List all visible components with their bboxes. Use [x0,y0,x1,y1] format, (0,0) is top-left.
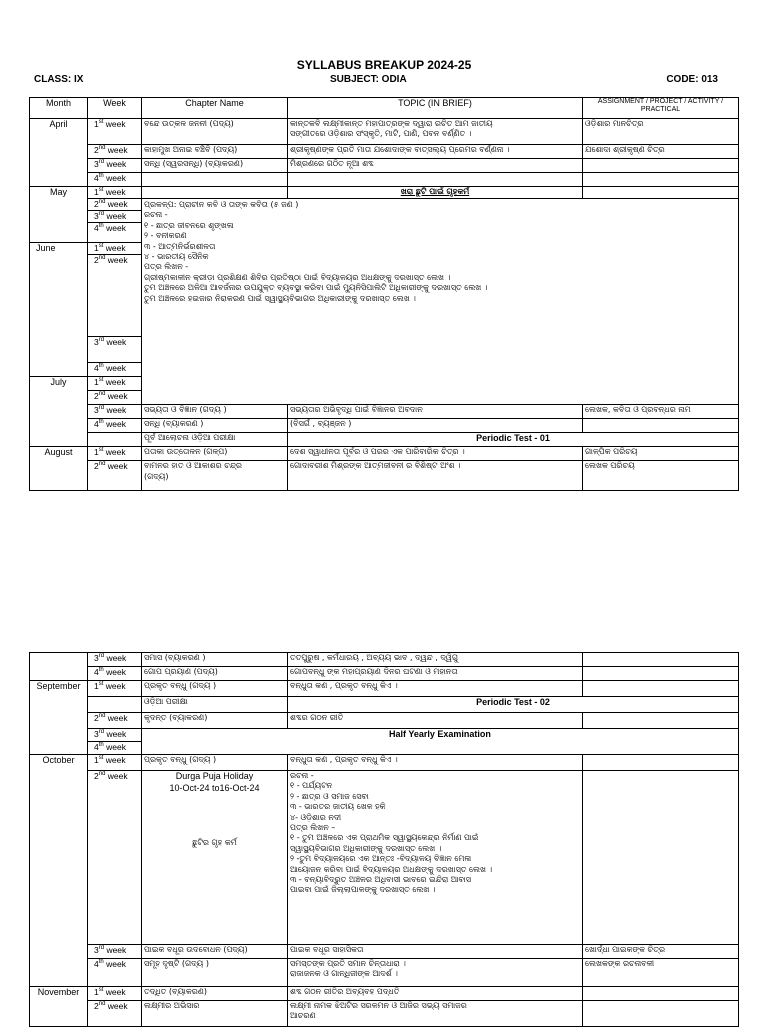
table-header-row [30,98,739,119]
assignment-cell: ଯଶୋଦା ଶ୍ରୀକୃଷ୍ଣ ଚିତ୍ର [583,145,739,159]
half-yearly-exam-label: Half Yearly Examination [142,729,739,755]
column-header-chapter: Chapter Name [142,98,288,119]
topic-cell [288,173,583,187]
week-cell: 4th week [88,419,142,433]
holiday-cell: Durga Puja Holiday 10-Oct-24 to16-Oct-24 ଛୁଟିର ଗୃହ କର୍ମ [142,771,288,945]
table-row [30,697,739,713]
month-cell: November [30,987,88,1027]
class-label: CLASS: IX [34,74,84,85]
chapter-cell: ପାଇକ ବଧୂର ଉଦବୋଧନ (ପଦ୍ୟ) [142,945,288,959]
assignment-cell [583,771,739,945]
table-row [30,755,739,771]
table-row [30,461,739,491]
week-cell: 4th week [88,667,142,681]
chapter-cell: ଗୋପ ପ୍ରୟାଣ (ପଦ୍ୟ) [142,667,288,681]
column-header-topic: TOPIC (IN BRIEF) [288,98,583,119]
table-row [30,713,739,729]
assignment-cell: ଲେଖକଙ୍କ ରଚନାବଳୀ [583,959,739,987]
chapter-cell: ସମାସ (ବ୍ୟାକରଣ ) [142,653,288,667]
week-cell: 2nd week [88,145,142,159]
chapter-cell: ସଭ୍ୟତା ଓ ବିଜ୍ଞାନ (ଗଦ୍ୟ ) [142,405,288,419]
assignment-cell: ଲେଖକ, କବିତା ଓ ପ୍ରବନ୍ଧର ନାମ [583,405,739,419]
week-cell: 3rd week [88,211,142,223]
topic-cell: ମିଶ୍ରଣରେ ଗଠିତ ନୂଆ ଶବ୍ଦ [288,159,583,173]
column-header-month: Month [30,98,88,119]
assignment-cell [583,681,739,697]
document-meta [34,74,718,88]
assignment-cell [583,713,739,729]
table-row [30,447,739,461]
week-cell: 2nd week [88,461,142,491]
week-cell: 3rd week [88,405,142,419]
periodic-test-label: Periodic Test - 02 [288,697,739,713]
week-cell: 4th week [88,363,142,377]
subject-label: SUBJECT: ODIA [330,74,407,85]
week-cell: 3rd week [88,337,142,363]
week-cell: 3rd week [88,653,142,667]
chapter-cell [142,187,288,199]
topic-cell: ବନ୍ଧୁତା କଣ , ପ୍ରକୃତ ବନ୍ଧୁ କିଏ । [288,681,583,697]
assignment-cell [583,1001,739,1027]
topic-cell: ସଭ୍ୟତାର ଅଭିବୃଦ୍ଧି ପାଇଁ ବିଜ୍ଞାନର ଅବଦାନ [288,405,583,419]
topic-cell: ଲକ୍ଷ୍ମୀ ନାମକ ଝିଅଟିର ସରଳମନ ଓ ଆଜିର ସଭ୍ୟ ସମାଜର ଆଚରଣ [288,1001,583,1027]
week-cell: 4th week [88,742,142,755]
table-row [30,653,739,667]
table-row [30,173,739,187]
week-cell: 1st week [88,119,142,145]
week-cell: 2nd week [88,713,142,729]
periodic-test-label: Periodic Test - 01 [288,433,739,447]
assignment-cell [583,419,739,433]
week-cell: 1st week [88,755,142,771]
column-header-assignment: ASSIGNMENT / PROJECT / ACTIVITY / PRACTICAL [583,98,739,119]
table-row [30,681,739,697]
chapter-cell: ପ୍ରକୃତ ବନ୍ଧୁ (ଗଦ୍ୟ ) [142,681,288,697]
table-row [30,945,739,959]
holiday-homework-cell: ରଚନା - ୧ - ପର୍ଯ୍ୟଟନ ୨ - ଛାତ୍ର ଓ ସମାଜ ସେବା ୩ - ଭାରତର ଜାତୀୟ ଖେଳ ହକି ୪- ଓଡ଼ିଶାର ନଦୀ ପତ୍ର ଲିଖନ – ୧ - ତୁମ ଅଞ୍ଚଳରେ ଏକ ପ୍ରାଥମିକ ସ୍ୱାସ୍ଥ୍ୟକେନ୍ଦ୍ର ନିର୍ମାଣ ପାଇଁ ସ୍ୱାସ୍ଥ୍ୟବିଭାଗର ଅଧିକାରୀଙ୍କୁ ଦରଖାସ୍ତ ଲେଖ । ୨ -ତୁମ ବିଦ୍ୟାଳୟରେ ଏକ ଆନ୍ତଃ -ବିଦ୍ୟାଳୟ ବିଜ୍ଞାନ ମେଳା ଆୟୋଜନ କରିବା ପାଇଁ ବିଦ୍ୟାଳୟର ଅଧକ୍ଷଙ୍କୁ ଦରଖାସ୍ତ ଲେଖ । ୩ - ବନ୍ୟାବିଦ୍ରୁତ ଅଞ୍ଚଳର ଅଧିବାସୀ ଭାବରେ ଇନ୍ଦିରା ଆବାସ ପାଇବା ପାଇଁ ଜିଲ୍ଲାପାଳଙ୍କୁ ଦରଖାସ୍ତ ଲେଖ । [288,771,583,945]
topic-cell: ବନ୍ଧୁତା କଣ , ପ୍ରକୃତ ବନ୍ଧୁ କିଏ । [288,755,583,771]
topic-cell: ଗୋଦାବରୀଶ ମିଶ୍ରଙ୍କ ଆତ୍ମଜୀବନୀ ର ବିଶିଷ୍ଟ ଅଂଶ । [288,461,583,491]
month-cell: April [30,119,88,187]
week-cell: 1st week [88,447,142,461]
column-header-week: Week [88,98,142,119]
week-cell: 2nd week [88,391,142,405]
week-cell: 1st week [88,681,142,697]
summer-homework-cell: ପ୍ରକଳ୍ପ: ପ୍ରାଚୀନ କବି ଓ ତାଙ୍କ କବିତା (୫ ଜଣ ) ରଚନା - ୧ - ଛାତ୍ର ଜୀବନରେ ଶୃଙ୍ଖଳା ୨ - ବନୀକରଣ ୩ - ଆତ୍ମନିର୍ଭରଶୀଳତା ୪ - ଭାରତୀୟ ସୈନିକ ପତ୍ର ଲିଖନ - ଗ୍ରୀଷ୍ମକାଳୀନ କ୍ରୀଡ଼ା ପ୍ରଶିକ୍ଷଣ ଶିବିର ପ୍ରତିଷ୍ଠା ପାଇଁ ବିଦ୍ୟାଳୟର ଅଧକ୍ଷଙ୍କୁ ଦରଖାସ୍ତ ଲେଖ । ତୁମ ଅଞ୍ଚଳରେ ଅଳିଆ ଆବର୍ଜନାର ଉପଯୁକ୍ତ ବ୍ୟବସ୍ଥା କରିବା ପାଇଁ ମ୍ୟୁନିସିପାଲିଟି ଅଧିକାରୀଙ୍କୁ ଦରଖାସ୍ତ ଲେଖ । ତୁମ ଅଞ୍ଚଳରେ ହଇଜାର ନିରାକରଣ ପାଇଁ ସ୍ୱାସ୍ଥ୍ୟବିଭାଗର ଅଧିକାରୀଙ୍କୁ ଦରଖାସ୍ତ ଲେଖ । [142,199,739,405]
table-row [30,419,739,433]
summer-vacation-heading: ଖରା ଛୁଟି ପାଇଁ ଗୃହକର୍ମ [288,187,583,199]
topic-cell: ସମସ୍ତଙ୍କ ପ୍ରତି ସମାନ ଚିନ୍ତାଧାରା । ରାଜାଜନକ ଓ ଗାନ୍ଧିଜୀଙ୍କ ଆଦର୍ଶ । [288,959,583,987]
month-cell: May [30,187,88,243]
chapter-cell: ତଦ୍ଧିତ (ବ୍ୟାକରଣ) [142,987,288,1001]
document-title: SYLLABUS BREAKUP 2024-25 [296,58,472,72]
code-label: CODE: 013 [666,74,718,85]
topic-cell: ଶବ୍ଦର ଗଠନ ରୀତି [288,713,583,729]
chapter-cell [142,173,288,187]
table-row [30,159,739,173]
revision-exam-cell: ଓଡ଼ିଆ ପରୀକ୍ଷା [142,697,288,713]
table-row [30,667,739,681]
chapter-cell: ସମୂହ ଦୃଷ୍ଟି (ଗଦ୍ୟ ) [142,959,288,987]
assignment-cell: ଖୋର୍ଦ୍ଧା ପାଇକଙ୍କ ଚିତ୍ର [583,945,739,959]
week-cell: 1st week [88,987,142,1001]
week-cell: 2nd week [88,1001,142,1027]
table-row [30,959,739,987]
chapter-cell: ବନ୍ଦେ ଉତ୍କଳ ଜନନୀ (ପଦ୍ୟ) [142,119,288,145]
week-cell: 4th week [88,173,142,187]
table-row [30,405,739,419]
month-cell: October [30,755,88,987]
topic-cell: ପାଇକ ବଧୂର ସାହାସିକତା [288,945,583,959]
month-cell: July [30,377,88,447]
assignment-cell [583,755,739,771]
week-cell: 1st week [88,187,142,199]
week-cell: 3rd week [88,729,142,742]
week-cell: 2nd week [88,199,142,211]
syllabus-table-2 [29,652,739,1027]
chapter-cell: ବାମନର ହାତ ଓ ଆକାଶର ଚନ୍ଦ୍ର (ଗଦ୍ୟ) [142,461,288,491]
assignment-cell [583,187,739,199]
table-row [30,187,739,199]
chapter-cell: ପତାକା ଉତ୍ତୋଳନ (ଗଳ୍ପ) [142,447,288,461]
table-row [30,771,739,945]
assignment-cell [583,987,739,1001]
table-row [30,145,739,159]
chapter-cell: ପ୍ରକୃତ ବନ୍ଧୁ (ଗଦ୍ୟ ) [142,755,288,771]
topic-cell: ଶ୍ରୀକୃଷ୍ଣଙ୍କ ପ୍ରତି ମାତା ଯଶୋଦାଙ୍କ ବାତ୍ସଲ୍ୟ ପ୍ରେମର ବର୍ଣ୍ଣନା । [288,145,583,159]
table-row [30,987,739,1001]
week-cell: 1st week [88,243,142,255]
table-row [30,199,739,211]
revision-exam-cell: ପୂର୍ବ ଆଲୋଚନା ଓଡ଼ିଆ ପରୀକ୍ଷା [142,433,288,447]
assignment-cell [583,173,739,187]
week-cell: 2nd week [88,771,142,945]
assignment-cell [583,653,739,667]
week-cell: 2nd week [88,255,142,337]
table-row [30,729,739,742]
assignment-cell: ଲେଖକ ପରିଚୟ [583,461,739,491]
topic-cell: ଦେଶ ସ୍ୱାଧୀନତା ପୂର୍ବର ଓ ପରର ଏକ ପାରିବାରିକ ଚିତ୍ର । [288,447,583,461]
month-cell: June [30,243,88,377]
week-cell: 4th week [88,959,142,987]
month-cell: September [30,681,88,755]
assignment-cell: ଗାଳ୍ପିକ ପରିଚୟ [583,447,739,461]
syllabus-table-1 [29,97,739,491]
table-row [30,119,739,145]
assignment-cell: ଓଡ଼ିଶାର ମାନଚିତ୍ର [583,119,739,145]
assignment-cell [583,159,739,173]
week-cell [88,433,142,447]
month-cell [30,653,88,681]
chapter-cell: ଲକ୍ଷ୍ମୀର ଅଭିସାର [142,1001,288,1027]
week-cell: 4th week [88,223,142,243]
week-cell [88,697,142,713]
week-cell: 1st week [88,377,142,391]
topic-cell: (ବିସର୍ଗ , ବ୍ୟଞ୍ଜନ ) [288,419,583,433]
chapter-cell: କାହାମୁଖ ଅନାଇ ବଞ୍ଚିବି (ପଦ୍ୟ) [142,145,288,159]
chapter-cell: ସନ୍ଧି (ସ୍ୱରସନ୍ଧି) (ବ୍ୟାକରଣ) [142,159,288,173]
assignment-cell [583,667,739,681]
topic-cell: ଶବ୍ଦ ଗଠନ ରୀତିର ଅବ୍ୟବହ ପଦ୍ଧତି [288,987,583,1001]
table-row [30,433,739,447]
chapter-cell: ସନ୍ଧି (ବ୍ୟାକରଣ ) [142,419,288,433]
table-row [30,1001,739,1027]
topic-cell: ଗୋପବନ୍ଧୁ ଙ୍କ ମହାପ୍ରୟାଣ ଦିନର ଘଟଣା ଓ ମହାନତା [288,667,583,681]
chapter-cell: କୃଦନ୍ତ (ବ୍ୟାକରଣ) [142,713,288,729]
month-cell: August [30,447,88,491]
week-cell: 3rd week [88,945,142,959]
week-cell: 3rd week [88,159,142,173]
topic-cell: ତତପୁରୁଷ , କର୍ମଧାରୟ , ଅବ୍ୟୟ ଭାବ , ଦ୍ୱନ୍ଦ , ଦ୍ୱିଗୁ [288,653,583,667]
topic-cell: କାନ୍ତକବି ଲକ୍ଷ୍ମୀକାନ୍ତ ମହାପାତ୍ରଙ୍କ ଦ୍ୱାରା ରଚିତ ଆମ ଜାତୀୟ ସଙ୍ଗୀତରେ ଓଡ଼ିଶାର ସଂସ୍କୃତି, ମାଟି, ପାଣି, ପବନ ବର୍ଣ୍ଣିତ । [288,119,583,145]
